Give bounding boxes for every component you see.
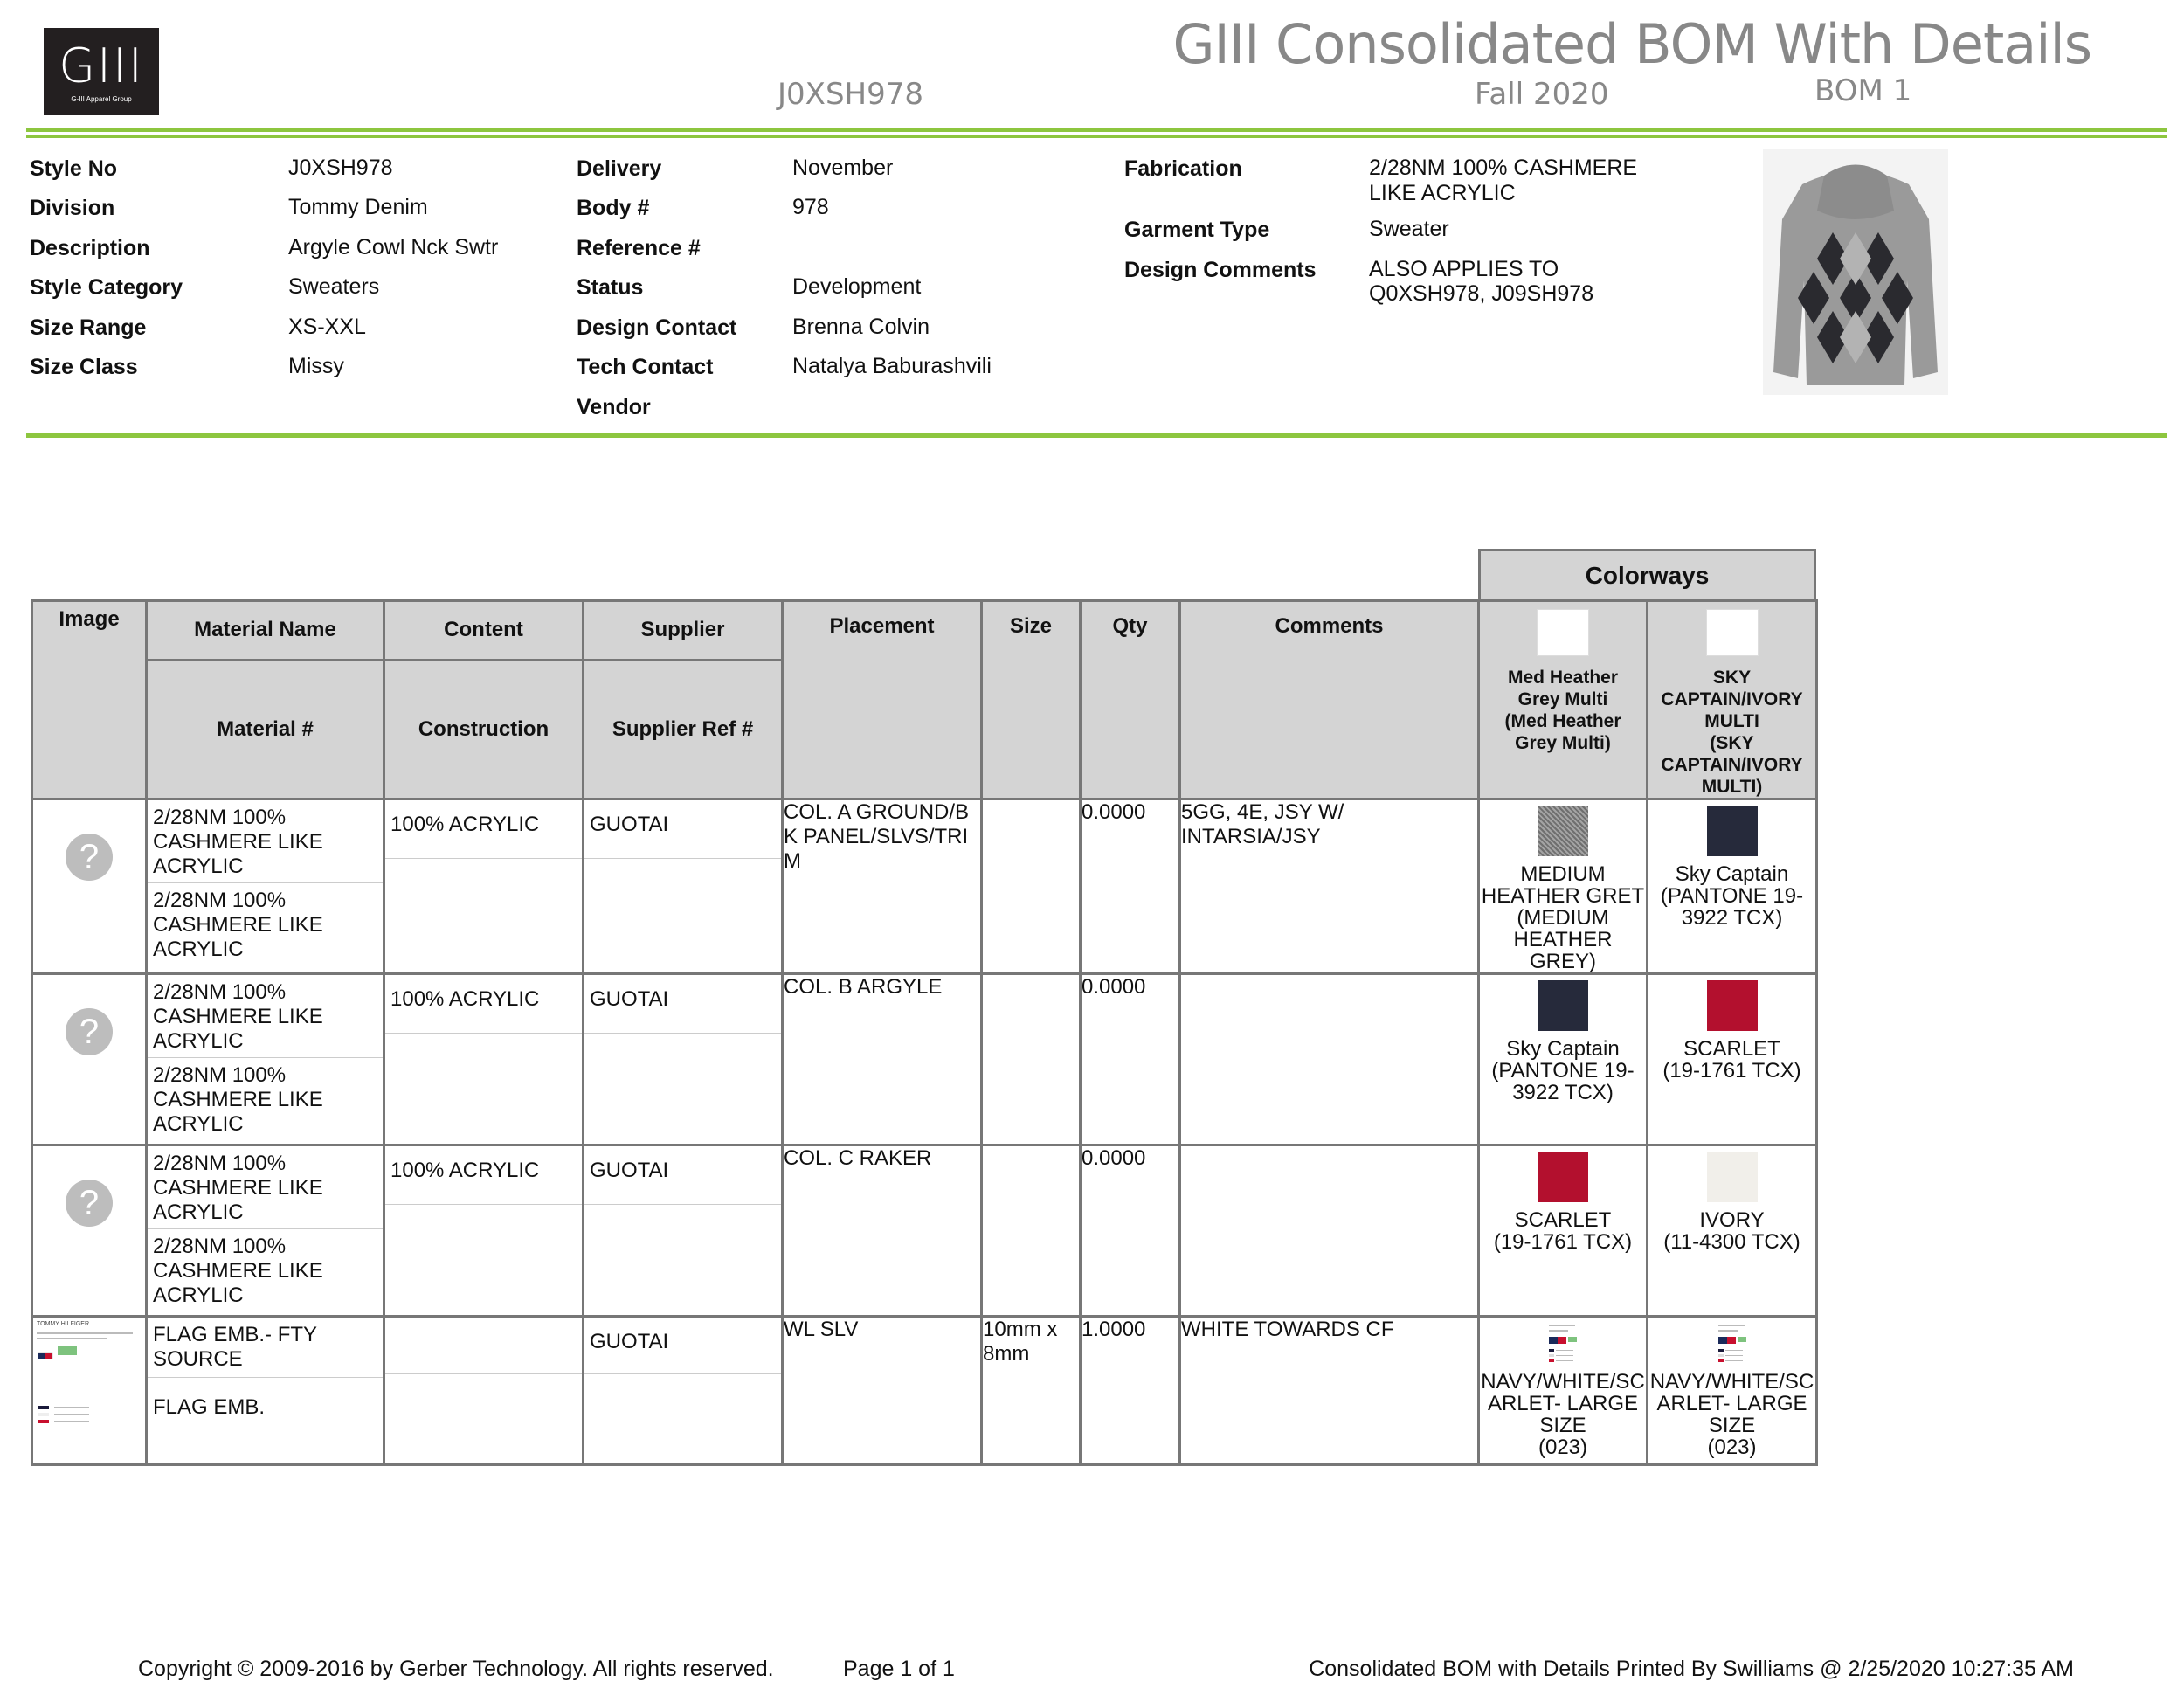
colorway-2-swatch [1706,609,1759,656]
colorway-1-cell [1479,799,1648,974]
colorway-name: (11-4300 TCX) [1663,1230,1800,1254]
colorway-2-line4: (SKY [1710,733,1754,753]
design-contact-value: Brenna Colvin [792,315,930,339]
colorway-2-cell [1648,799,1817,974]
supplier-ref [584,858,781,864]
comments-cell: WHITE TOWARDS CF [1180,1317,1479,1465]
material-name-cell [147,974,384,1145]
colorway-name: (023) [1707,1435,1757,1459]
flag-emb-thumbnail [33,1318,145,1442]
flag-emb-swatch [1545,1323,1580,1366]
material-name: 2/28NM 100% CASHMERE LIKE ACRYLIC [153,980,323,1053]
placement-cell: COL. B ARGYLE [783,974,982,1145]
material-image-cell [32,1317,147,1465]
fabrication-value-line1: 2/28NM 100% CASHMERE [1369,156,1638,180]
material-image-cell [32,974,147,1145]
size-range-value: XS-XXL [288,315,366,339]
style-no-value: J0XSH978 [288,156,393,180]
comments-cell [1180,974,1479,1145]
colorway-1-line3: (Med Heather [1504,711,1621,731]
construction [385,1033,582,1039]
size-class-value: Missy [288,354,344,378]
flag-emb-sketch [37,1327,140,1432]
design-comments-value-line1: ALSO APPLIES TO [1369,257,1559,281]
division-value: Tommy Denim [288,195,428,219]
colorway-1-header [1479,601,1648,799]
fabrication-value-line2: LIKE ACRYLIC [1369,181,1516,205]
supplier-header: Supplier [584,601,783,661]
body-label: Body # [577,196,650,220]
content-cell [384,799,584,974]
colorway-name: 3922 TCX) [1512,1081,1614,1104]
colorway-1-cell [1479,1317,1648,1465]
content: 100% ACRYLIC [390,813,540,836]
color-swatch [1538,806,1588,856]
delivery-label: Delivery [577,156,662,181]
product-image [1763,149,1948,395]
qty-cell: 0.0000 [1081,799,1180,974]
supplier-ref [584,1033,781,1039]
division-label: Division [30,196,115,220]
material-no: 2/28NM 100% CASHMERE LIKE ACRYLIC [148,1057,383,1137]
size-cell [982,799,1081,974]
supplier: GUOTAI [590,1159,669,1182]
qty-cell: 0.0000 [1081,974,1180,1145]
supplier-cell [584,1317,783,1465]
material-name-cell [147,1317,384,1465]
content: 100% ACRYLIC [390,987,540,1011]
construction-header: Construction [384,660,584,799]
status-value: Development [792,274,922,299]
supplier-cell [584,1145,783,1317]
material-no: FLAG EMB. [148,1377,383,1420]
construction [385,1204,582,1210]
material-image-cell [32,799,147,974]
colorway-name: SCARLET [1514,1208,1612,1232]
color-swatch [1707,806,1758,856]
content [385,1318,582,1373]
material-name: 2/28NM 100% CASHMERE LIKE ACRYLIC [153,806,323,878]
colorway-2-line1: SKY [1712,668,1752,688]
content-cell [384,974,584,1145]
material-name: FLAG EMB.- FTY SOURCE [153,1323,317,1371]
qty-cell: 1.0000 [1081,1317,1180,1465]
supplier-cell [584,974,783,1145]
size-cell [982,1145,1081,1317]
colorway-name: NAVY/WHITE/SC [1649,1370,1814,1394]
placement-cell: COL. C RAKER [783,1145,982,1317]
construction [385,1373,582,1380]
header-rule-top [26,128,2167,132]
description-label: Description [30,236,150,260]
colorway-2-line6: MULTI) [1701,777,1763,797]
colorway-name: ARLET- LARGE [1487,1392,1639,1415]
colorway-2-line5: CAPTAIN/IVORY [1661,755,1803,775]
placeholder-image-icon: ? [66,1008,113,1055]
colorway-1-line1: Med Heather [1507,668,1619,688]
color-swatch [1707,1152,1758,1202]
construction [385,858,582,864]
color-swatch [1538,980,1588,1031]
description-value: Argyle Cowl Nck Swtr [288,235,499,259]
size-header: Size [982,601,1081,799]
colorway-1-swatch [1537,609,1589,656]
tech-contact-label: Tech Contact [577,355,714,379]
colorway-name: IVORY [1699,1208,1765,1232]
flag-emb-swatch [1715,1323,1750,1366]
colorway-1-line4: Grey Multi) [1515,733,1611,753]
colorway-name: NAVY/WHITE/SC [1481,1370,1645,1394]
qty-header: Qty [1081,601,1180,799]
placement-cell: WL SLV [783,1317,982,1465]
colorway-name: (023) [1538,1435,1588,1459]
footer-printed-info: Consolidated BOM with Details Printed By Swilliams @ 2/25/2020 10:27:35 AM [1309,1657,2074,1681]
colorway-name: HEATHER GRET [1481,884,1645,908]
table-row [32,1317,1817,1465]
bom-number-header: BOM 1 [1814,73,1912,108]
style-category-value: Sweaters [288,274,380,299]
info-rule [26,433,2167,438]
supplier-ref [584,1373,781,1380]
colorway-1-cell [1479,974,1648,1145]
material-image-cell [32,1145,147,1317]
colorway-2-line3: MULTI [1704,711,1759,731]
supplier-ref-header: Supplier Ref # [584,660,783,799]
colorway-name: (PANTONE 19- [1660,884,1804,908]
placement-header: Placement [783,601,982,799]
style-category-label: Style Category [30,275,183,300]
company-logo [44,28,159,115]
logo-subtitle: G-III Apparel Group [71,95,132,103]
colorway-2-cell [1648,1317,1817,1465]
colorway-name: (PANTONE 19- [1491,1059,1635,1083]
supplier-ref [584,1204,781,1210]
garment-type-label: Garment Type [1124,218,1270,242]
color-swatch [1707,980,1758,1031]
qty-cell: 0.0000 [1081,1145,1180,1317]
colorway-name: ARLET- LARGE [1656,1392,1807,1415]
colorway-name: SCARLET [1683,1037,1780,1061]
table-row [32,974,1817,1145]
size-class-label: Size Class [30,355,138,379]
content: 100% ACRYLIC [390,1159,540,1182]
delivery-value: November [792,156,894,180]
reference-label: Reference # [577,236,701,260]
content-cell [384,1317,584,1465]
document-title: GIII Consolidated BOM With Details [1172,12,2091,76]
colorway-name: HEATHER [1513,928,1613,951]
design-comments-value-line2: Q0XSH978, J09SH978 [1369,281,1594,306]
colorway-2-header [1648,601,1817,799]
logo-mark: GIII [59,38,144,93]
style-code-header: J0XSH978 [778,77,923,112]
comments-header: Comments [1180,601,1479,799]
material-no: 2/28NM 100% CASHMERE LIKE ACRYLIC [148,1228,383,1308]
colorway-name: (19-1761 TCX) [1662,1059,1801,1083]
comments-cell: 5GG, 4E, JSY W/ INTARSIA/JSY [1180,799,1479,974]
supplier: GUOTAI [590,1330,669,1353]
colorway-name: SIZE [1708,1414,1756,1437]
comments-cell [1180,1145,1479,1317]
table-row [32,1145,1817,1317]
content-header: Content [384,601,584,661]
material-name: 2/28NM 100% CASHMERE LIKE ACRYLIC [153,1152,323,1224]
colorway-name: Sky Captain [1675,862,1789,886]
header-rule-bottom [26,135,2167,138]
size-range-label: Size Range [30,315,147,340]
size-cell: 10mm x 8mm [982,1317,1081,1465]
colorway-name: SIZE [1539,1414,1586,1437]
placeholder-image-icon: ? [66,834,113,881]
fabrication-label: Fabrication [1124,156,1242,181]
style-no-label: Style No [30,156,118,181]
colorway-name: (19-1761 TCX) [1493,1230,1633,1254]
colorway-1-line2: Grey Multi [1517,689,1608,709]
body-value: 978 [792,195,829,219]
colorway-name: Sky Captain [1506,1037,1620,1061]
material-no: 2/28NM 100% CASHMERE LIKE ACRYLIC [148,882,383,962]
material-no-header: Material # [147,660,384,799]
footer-copyright: Copyright © 2009-2016 by Gerber Technology. All rights reserved. [138,1657,774,1681]
colorway-name: GREY) [1529,950,1596,973]
garment-type-value: Sweater [1369,217,1449,241]
colorway-2-cell [1648,1145,1817,1317]
material-name-header: Material Name [147,601,384,661]
design-contact-label: Design Contact [577,315,737,340]
thumbnail-label: TOMMY HILFIGER [37,1321,90,1327]
bom-table [31,599,1818,1466]
colorway-name: MEDIUM [1520,862,1606,886]
image-header: Image [32,601,147,799]
status-label: Status [577,275,644,300]
colorway-name: (MEDIUM [1517,906,1609,930]
material-name-cell [147,1145,384,1317]
design-comments-label: Design Comments [1124,258,1317,282]
vendor-label: Vendor [577,395,651,419]
placeholder-image-icon: ? [66,1180,113,1227]
colorway-2-cell [1648,974,1817,1145]
supplier-cell [584,799,783,974]
colorway-1-cell [1479,1145,1648,1317]
supplier: GUOTAI [590,813,669,836]
colorway-name: 3922 TCX) [1681,906,1783,930]
placement-cell: COL. A GROUND/BK PANEL/SLVS/TRI M [783,799,982,974]
season-header: Fall 2020 [1475,77,1609,112]
colorway-2-line2: CAPTAIN/IVORY [1661,689,1803,709]
table-row [32,799,1817,974]
material-name-cell [147,799,384,974]
colorways-header: Colorways [1478,549,1816,600]
supplier: GUOTAI [590,987,669,1011]
size-cell [982,974,1081,1145]
content-cell [384,1145,584,1317]
tech-contact-value: Natalya Baburashvili [792,354,992,378]
color-swatch [1538,1152,1588,1202]
footer-page-number: Page 1 of 1 [843,1657,955,1681]
